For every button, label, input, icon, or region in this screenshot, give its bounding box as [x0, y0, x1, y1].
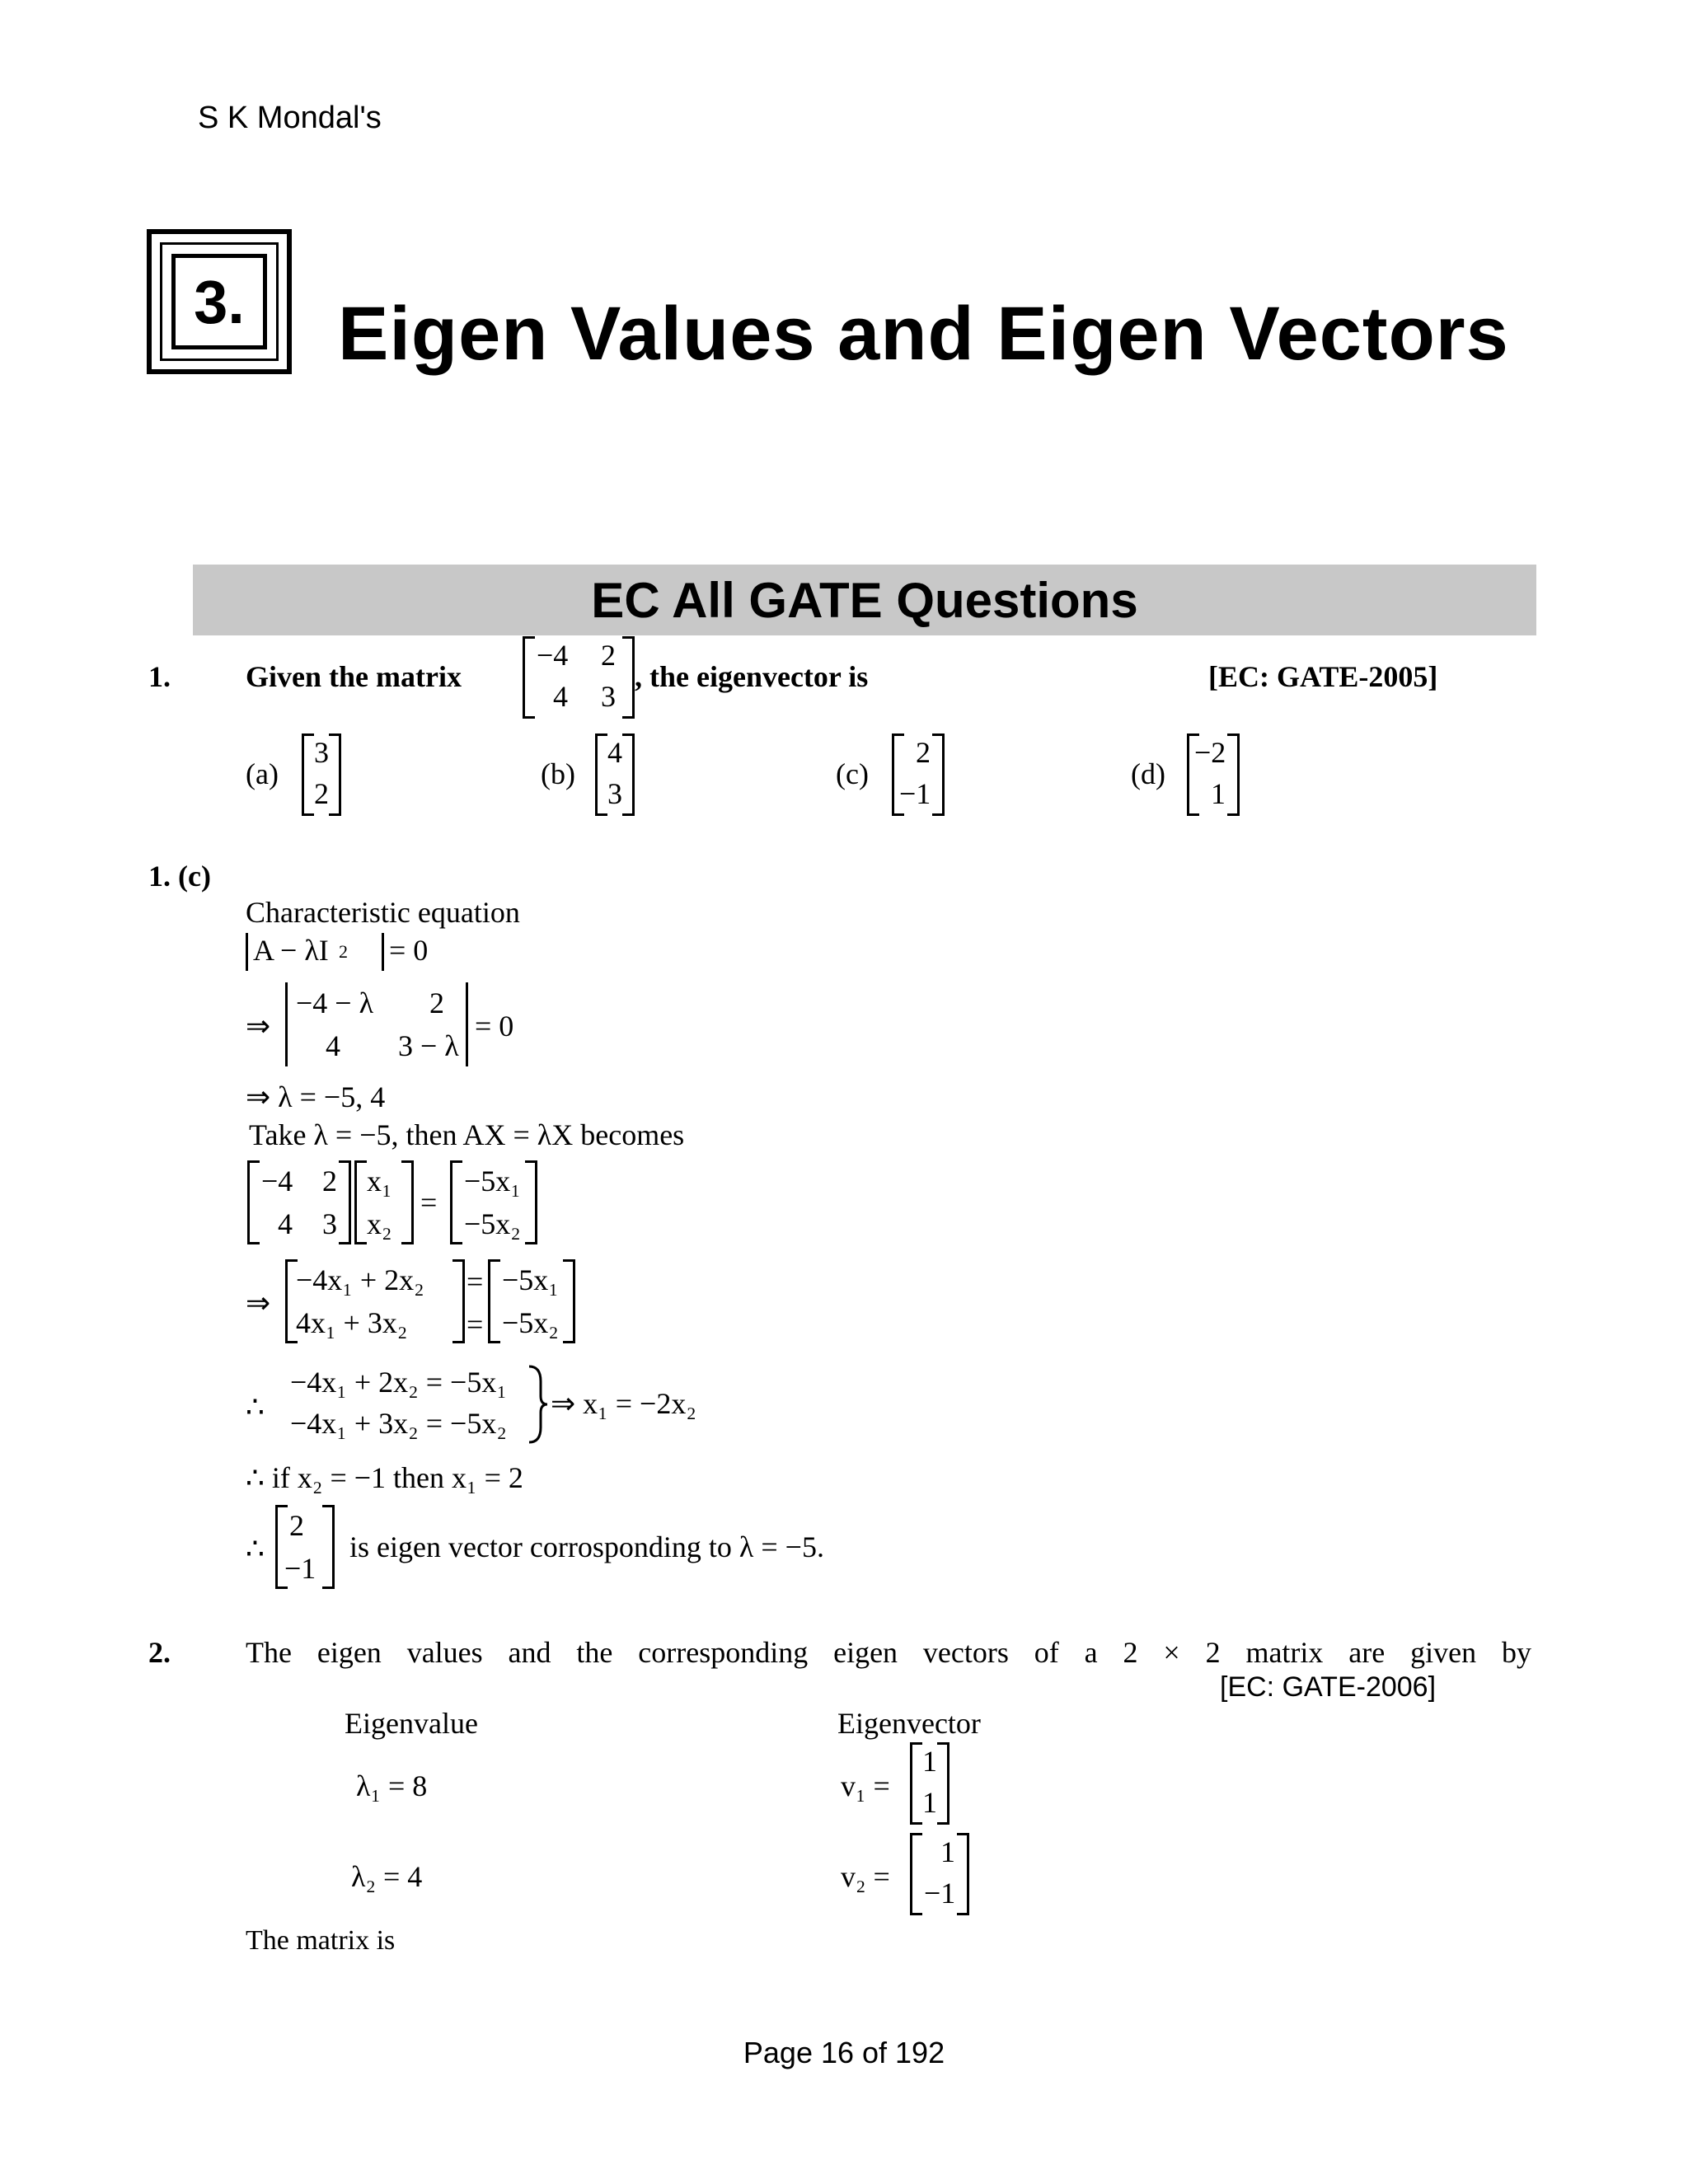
vector-cell: 1 — [922, 1745, 937, 1778]
vector-cell: −5x₁ — [502, 1263, 559, 1296]
answer-eigenvector — [275, 1505, 335, 1589]
equals-sign: = — [467, 1308, 484, 1341]
vector-cell: 3 — [607, 777, 622, 810]
eigenvalue-2: λ₂ = 4 — [351, 1860, 423, 1893]
system-eq-2: −4x₁ + 3x₂ = −5x₂ — [290, 1407, 507, 1440]
question-1-matrix — [523, 636, 635, 719]
equals-sign: = — [420, 1186, 438, 1219]
vector-cell: −1 — [899, 777, 931, 810]
question-1-text-after: , the eigenvector is — [635, 660, 869, 693]
eigenvector-1-label: v₁ = — [841, 1769, 890, 1802]
answer-1-equals-zero: = 0 — [389, 934, 429, 967]
eigenvector-column-header: Eigenvector — [837, 1707, 981, 1740]
question-1-source: [EC: GATE-2005] — [1208, 660, 1438, 693]
option-b-label: (b) — [541, 757, 575, 790]
answer-1-take-lambda: Take λ = −5, then AX = λX becomes — [249, 1118, 685, 1151]
det-cell: −4 − λ — [296, 987, 374, 1019]
matrix-cell: 4 — [278, 1207, 293, 1240]
answer-1-label: 1. (c) — [148, 860, 211, 893]
answer-1-roots: ⇒ λ = −5, 4 — [246, 1080, 386, 1113]
vector-cell: 1 — [940, 1835, 955, 1868]
det-cell: 4 — [326, 1029, 340, 1062]
vector-cell: 2 — [289, 1509, 304, 1542]
vector-cell: 2 — [916, 736, 931, 769]
vector-x — [354, 1160, 414, 1244]
equals-sign: = — [467, 1265, 484, 1298]
therefore-symbol: ∴ — [246, 1532, 265, 1565]
option-d-label: (d) — [1131, 757, 1165, 790]
vector-cell: −1 — [924, 1877, 956, 1910]
vector-cell: −2 — [1194, 736, 1226, 769]
implies-symbol: ⇒ — [246, 1286, 271, 1319]
option-c-label: (c) — [836, 757, 869, 790]
answer-1-line-characteristic: Characteristic equation — [246, 896, 520, 929]
vector-cell: −5x₂ — [502, 1306, 559, 1339]
vector-cell: 4 — [607, 736, 622, 769]
vector-cell: 1 — [922, 1786, 937, 1819]
vector-cell: −1 — [284, 1552, 316, 1585]
chapter-title: Eigen Values and Eigen Vectors — [338, 292, 1509, 376]
answer-1-determinant — [285, 982, 468, 1066]
vector-cell: −5x₁ — [464, 1165, 521, 1197]
vector-cell: 3 — [314, 736, 329, 769]
vector-cell: 4x₁ + 3x₂ — [296, 1306, 408, 1339]
det-cell: 2 — [429, 987, 444, 1019]
section-title: EC All GATE Questions — [193, 565, 1536, 635]
implies-symbol: ⇒ — [246, 1010, 271, 1043]
vector-cell: −4x₁ + 2x₂ — [296, 1263, 424, 1296]
matrix-cell: 3 — [601, 680, 616, 713]
question-2-number: 2. — [148, 1636, 171, 1669]
determinant-equals-zero: = 0 — [475, 1010, 514, 1043]
matrix-cell: 2 — [322, 1165, 337, 1197]
eigenvector-1 — [910, 1742, 950, 1825]
expr-text: A − λI — [253, 934, 329, 967]
question-1-number: 1. — [148, 660, 171, 693]
vector-cell: x₂ — [367, 1207, 392, 1240]
vector-cell: 1 — [1211, 777, 1226, 810]
system-eq-1: −4x₁ + 2x₂ = −5x₁ — [290, 1366, 507, 1399]
question-2-matrix-is: The matrix is — [246, 1925, 396, 1956]
det-cell: 3 − λ — [398, 1029, 459, 1062]
therefore-symbol: ∴ — [246, 1390, 265, 1423]
matrix-cell: −4 — [261, 1165, 293, 1197]
option-b-vector — [595, 733, 635, 816]
vector-rhs-2 — [488, 1259, 575, 1343]
eigenvector-2 — [910, 1833, 969, 1915]
brace — [526, 1365, 551, 1444]
question-2-source: [EC: GATE-2006] — [1220, 1671, 1437, 1703]
matrix-cell: −4 — [537, 639, 569, 672]
answer-1-conclusion: is eigen vector corrosponding to λ = −5. — [349, 1530, 824, 1563]
option-d-vector — [1187, 733, 1240, 816]
matrix-cell: 3 — [322, 1207, 337, 1240]
matrix-cell: 2 — [601, 639, 616, 672]
eigenvector-2-label: v₂ = — [841, 1860, 890, 1893]
option-c-vector — [892, 733, 945, 816]
option-a-vector — [302, 733, 341, 816]
chapter-number: 3. — [171, 254, 267, 349]
page-number: Page 16 of 192 — [743, 2036, 945, 2069]
question-1-text: Given the matrix — [246, 660, 462, 693]
vector-cell: 2 — [314, 777, 329, 810]
page-header-author: S K Mondal's — [198, 101, 382, 135]
matrix-cell: 4 — [553, 680, 568, 713]
option-a-label: (a) — [246, 757, 279, 790]
answer-1-if-line: ∴ if x₂ = −1 then x₁ = 2 — [246, 1461, 523, 1494]
matrix-a — [247, 1160, 351, 1244]
eigenvalue-1: λ₁ = 8 — [356, 1769, 428, 1802]
answer-1-determinant-a-lambda — [246, 933, 384, 971]
expr-sub: 2 — [339, 941, 348, 962]
eigenvalue-column-header: Eigenvalue — [345, 1707, 478, 1740]
system-result: ⇒ x₁ = −2x₂ — [551, 1387, 696, 1420]
vector-cell: −5x₂ — [464, 1207, 521, 1240]
vector-cell: x₁ — [367, 1165, 392, 1197]
vector-rhs — [450, 1160, 537, 1244]
question-2-text: The eigen values and the corresponding eigen vectors of a 2 × 2 matrix are given by — [246, 1636, 1531, 1669]
vector-expanded — [285, 1259, 465, 1343]
